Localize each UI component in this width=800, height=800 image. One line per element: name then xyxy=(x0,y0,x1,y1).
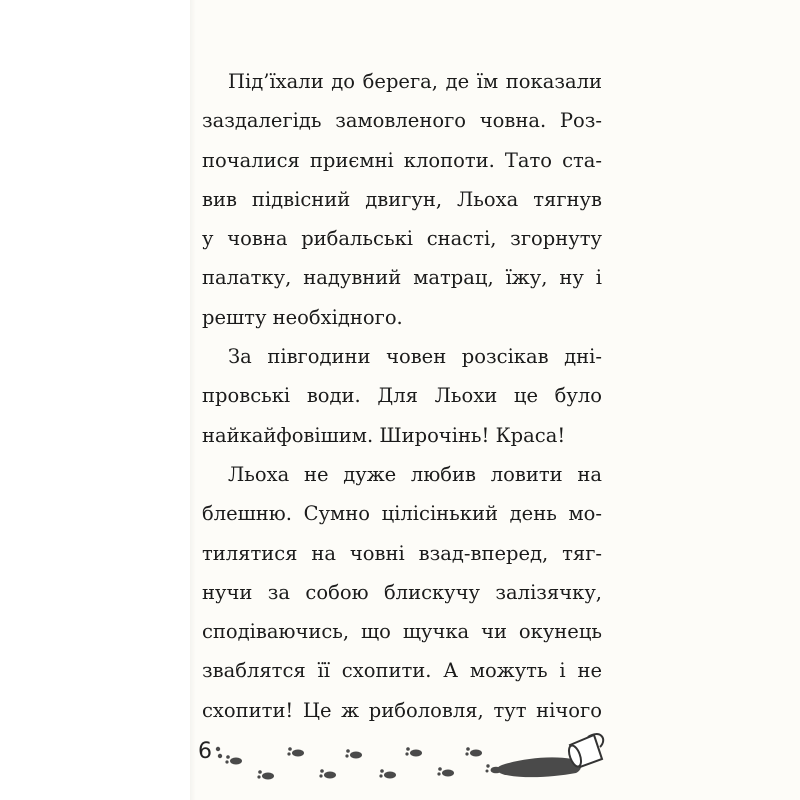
text-line: тилятися на човні взад-вперед, тяг- xyxy=(202,541,602,565)
text-line: зваблятся її схопити. А можуть і не xyxy=(202,659,602,683)
text-line: сподіваючись, що щучка чи окунець xyxy=(202,620,602,644)
text-line: палатку, надувний матрац, їжу, ну і xyxy=(202,266,602,290)
text-line: нучи за собою блискучу залізячку, xyxy=(202,580,602,604)
text-line: заздалегідь замовленого човна. Роз- xyxy=(202,109,602,133)
text-line: Під’їхали до берега, де їм показали xyxy=(228,70,602,93)
text-line: почалися приємні клопоти. Тато ста- xyxy=(202,148,602,172)
text-line: Льоха не дуже любив ловити на xyxy=(228,462,602,486)
text-line: найкайфовішим. Широчінь! Краса! xyxy=(202,423,566,447)
footprints-icon xyxy=(216,747,581,780)
text-line: у човна рибальські снасті, згорнуту xyxy=(202,227,602,251)
text-line: схопити! Це ж риболовля, тут нічого xyxy=(202,698,602,722)
text-line: решту необхідного. xyxy=(202,305,403,329)
bucket-icon xyxy=(567,734,604,768)
footprints-decoration xyxy=(190,725,620,800)
spine-shadow xyxy=(190,0,196,800)
page-footer xyxy=(190,725,620,800)
text-line: За півгодини човен розсікав дні- xyxy=(228,345,602,369)
text-line: блешню. Сумно цілісінький день мо- xyxy=(202,502,602,526)
text-line: провські води. Для Льохи це було xyxy=(202,384,602,408)
page-number: 6 xyxy=(198,739,212,764)
body-text xyxy=(202,62,602,730)
text-line: вив підвісний двигун, Льоха тягнув xyxy=(202,187,602,211)
